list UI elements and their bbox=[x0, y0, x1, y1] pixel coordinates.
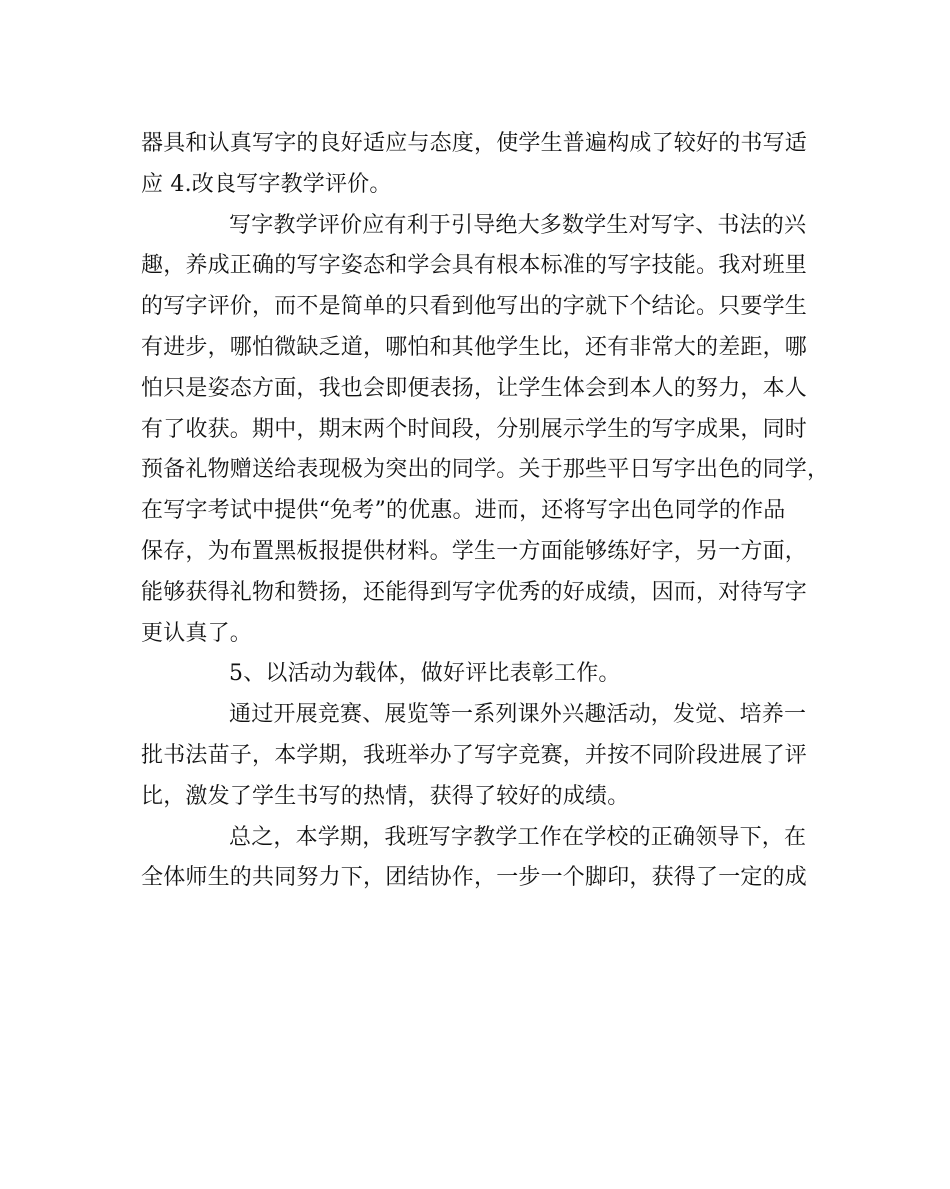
text-line: 批书法苗子，本学期，我班举办了写字竞赛，并按不同阶段进展了评 bbox=[141, 742, 808, 768]
text-line: 在写字考试中提供“免考”的优惠。进而，还将写字出色同学的作品 bbox=[141, 498, 786, 524]
text-line: 的写字评价，而不是简单的只看到他写出的字就下个结论。只要学生 bbox=[141, 294, 808, 320]
text-line: 比，激发了学生书写的热情，获得了较好的成绩。 bbox=[141, 783, 630, 809]
text-line: 更认真了。 bbox=[141, 620, 253, 646]
text-line: 预备礼物赠送给表现极为突出的同学。关于那些平日写字出色的同学， bbox=[141, 457, 830, 483]
text-line: 有了收获。期中，期末两个时间段，分别展示学生的写字成果，同时 bbox=[141, 416, 808, 442]
body-text bbox=[141, 124, 830, 899]
paragraph-start-line: 通过开展竞赛、展览等一系列课外兴趣活动，发觉、培养一 bbox=[229, 702, 807, 728]
section-heading: 5、以活动为载体，做好评比表彰工作。 bbox=[229, 661, 621, 687]
text-line: 器具和认真写字的良好适应与态度，使学生普遍构成了较好的书写适 bbox=[141, 131, 808, 156]
text-line: 保存，为布置黑板报提供材料。学生一方面能够练好字，另一方面， bbox=[141, 538, 808, 564]
text-line: 怕只是姿态方面，我也会即便表扬，让学生体会到本人的努力，本人 bbox=[141, 375, 808, 401]
text-line: 全体师生的共同努力下，团结协作，一步一个脚印，获得了一定的成 bbox=[141, 865, 808, 891]
paragraph-start-line: 写字教学评价应有利于引导绝大多数学生对写字、书法的兴 bbox=[229, 212, 807, 238]
text-line: 应 4.改良写字教学评价。 bbox=[141, 171, 392, 197]
text-line: 趣，养成正确的写字姿态和学会具有根本标准的写字技能。我对班里 bbox=[141, 253, 808, 279]
paragraph-start-line: 总之，本学期，我班写字教学工作在学校的正确领导下，在 bbox=[229, 824, 807, 850]
text-line: 能够获得礼物和赞扬，还能得到写字优秀的好成绩，因而，对待写字 bbox=[141, 579, 808, 605]
text-line: 有进步，哪怕微缺乏道，哪怕和其他学生比，还有非常大的差距，哪 bbox=[141, 334, 808, 360]
